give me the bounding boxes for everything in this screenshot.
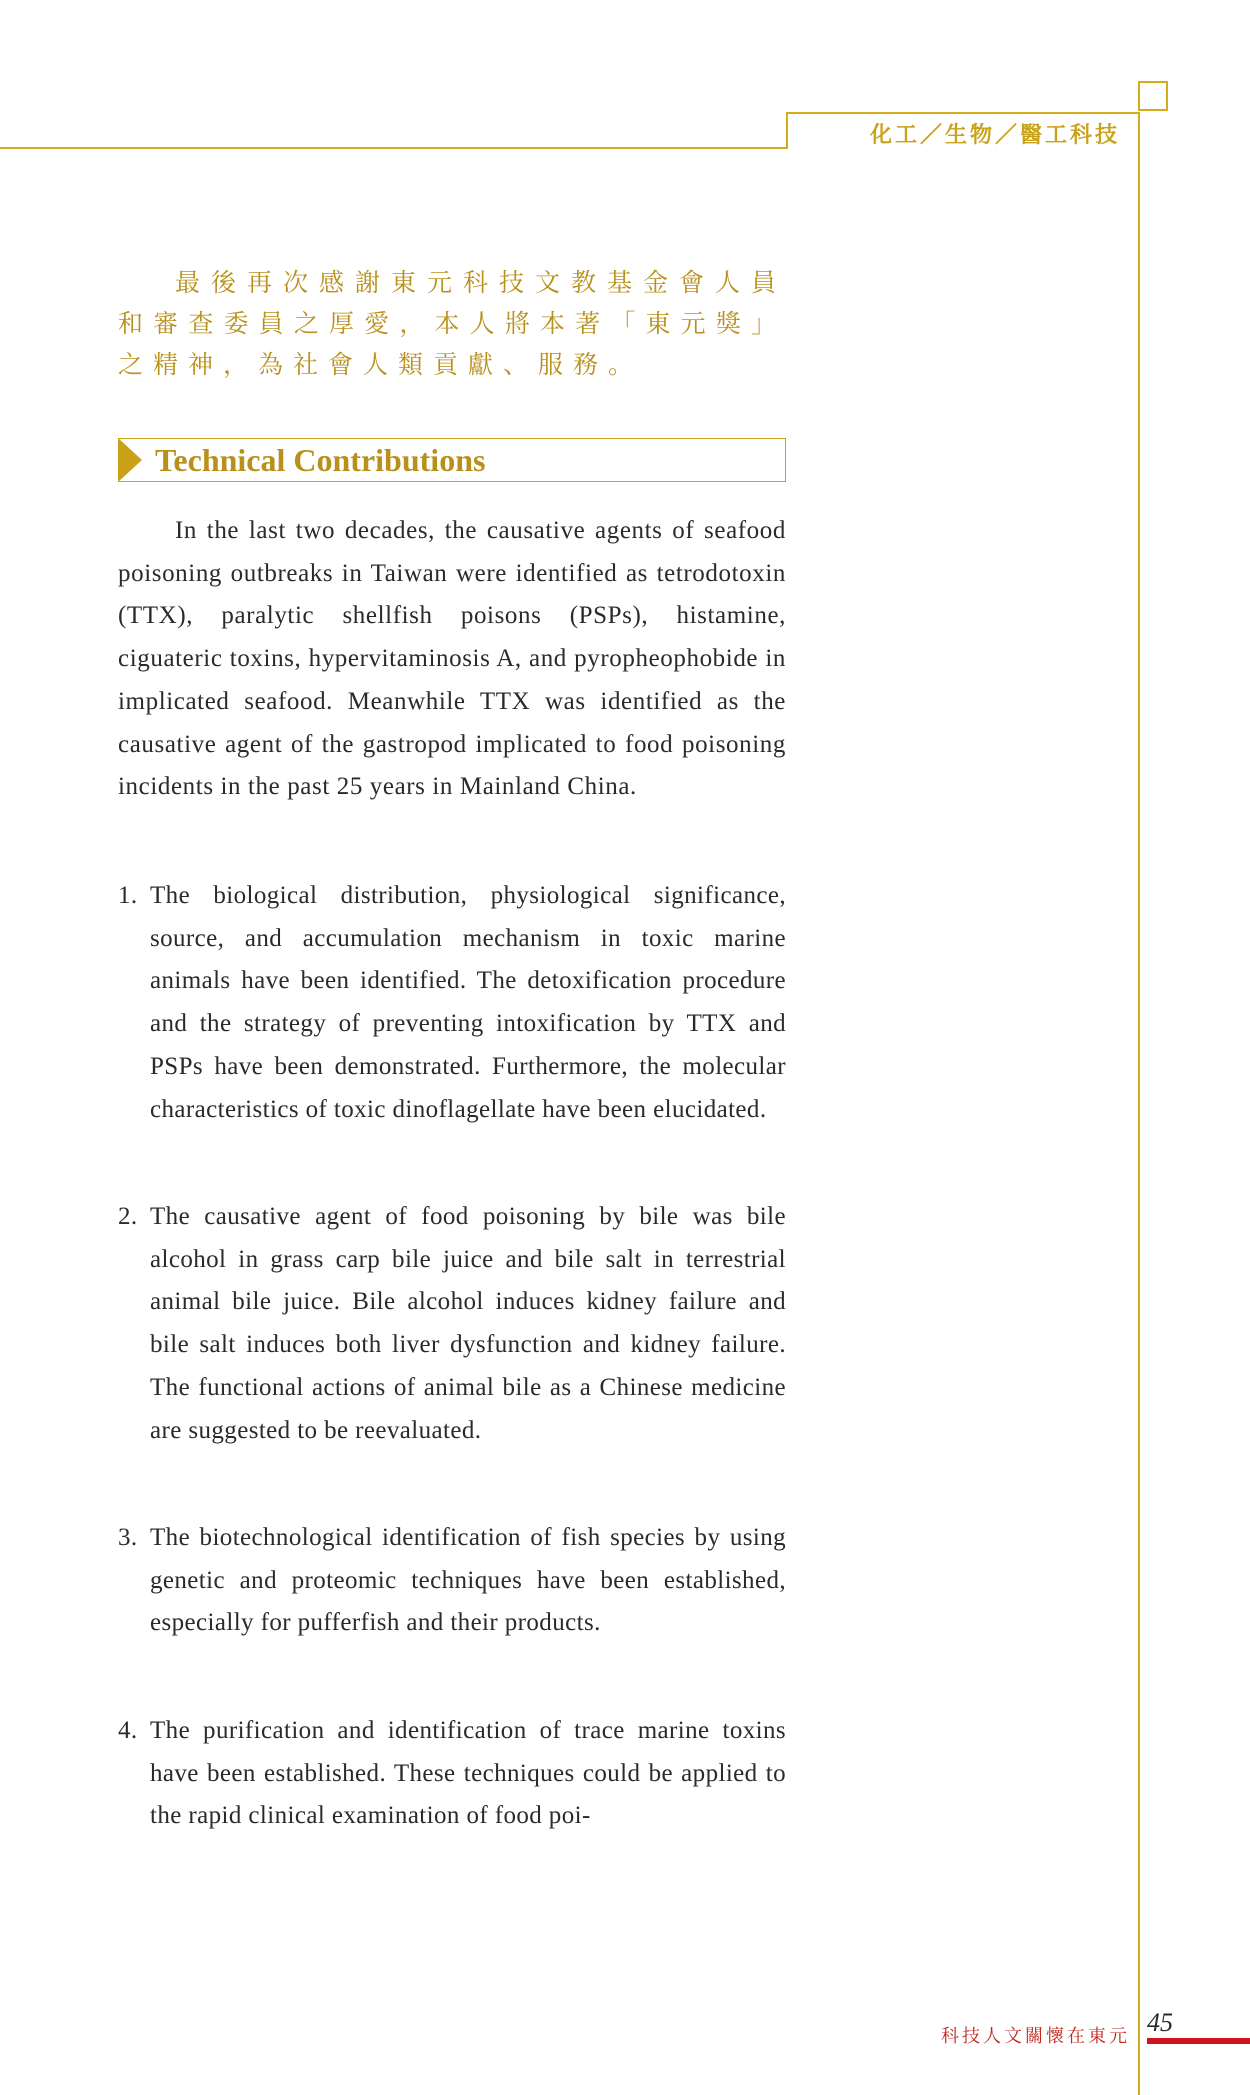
acknowledgement-paragraph — [118, 262, 786, 385]
margin-rule — [1138, 112, 1140, 2095]
header-rule-tick — [786, 113, 788, 149]
list-text: The biological distribution, physiological significance, source, and accumulation mechanism in toxic marine animals have been identified. The detoxification procedure and the strategy of preventing intoxification by TTX and PSPs have been demonstrated. Furthermore, the molecular characteristics of toxic dinoflagellate have been elucidated. — [150, 882, 786, 1123]
header-rule-right — [786, 112, 1140, 114]
footer-bar — [1147, 2038, 1250, 2044]
list-text: The biotechnological identification of fish species by using genetic and proteomic techniques have been established, especially for pufferfish and their products. — [150, 1524, 786, 1637]
list-item — [118, 1710, 786, 1838]
section-arrow-icon — [118, 438, 142, 482]
list-item — [118, 1196, 786, 1452]
header-rule — [0, 147, 788, 149]
list-number: 2. — [118, 1203, 138, 1230]
list-number: 1. — [118, 882, 138, 909]
acknowledgement-text: 最後再次感謝東元科技文教基金會人員和審查委員之厚愛，本人將本著「東元獎」之精神，為社會人類貢獻、服務。 — [118, 268, 786, 379]
intro-paragraph: In the last two decades, the causative agents of seafood poisoning outbreaks in Taiwan were identified as tetrodotoxin (TTX), paralytic shellfish poisons (PSPs), histamine, ciguateric toxins, hypervitaminosis A, and pyropheophobide in implicated seafood. Meanwhile TTX was identified as the causative agent of the gastropod implicated to food poisoning incidents in the past 25 years in Mainland China. — [118, 517, 786, 801]
list-item — [118, 875, 786, 1131]
list-number: 4. — [118, 1717, 138, 1744]
footer-slogan: 科技人文關懷在東元 — [941, 2026, 1130, 2047]
corner-box — [1138, 81, 1168, 111]
header-category: 化工／生物／醫工科技 — [869, 123, 1120, 148]
page-number: 45 — [1147, 2008, 1173, 2037]
list-item — [118, 1517, 786, 1645]
list-text: The purification and identification of trace marine toxins have been established. These techniques could be applied to the rapid clinical examination of food poi- — [150, 1717, 786, 1830]
list-number: 3. — [118, 1524, 138, 1551]
list-text: The causative agent of food poisoning by bile was bile alcohol in grass carp bile juice and bile salt in terrestrial animal bile juice. Bile alcohol induces kidney failure and bile salt induces both liver dysfunction and kidney failure. The functional actions of animal bile as a Chinese medicine are suggested to be reevaluated. — [150, 1203, 786, 1444]
section-title: Technical Contributions — [155, 442, 486, 478]
